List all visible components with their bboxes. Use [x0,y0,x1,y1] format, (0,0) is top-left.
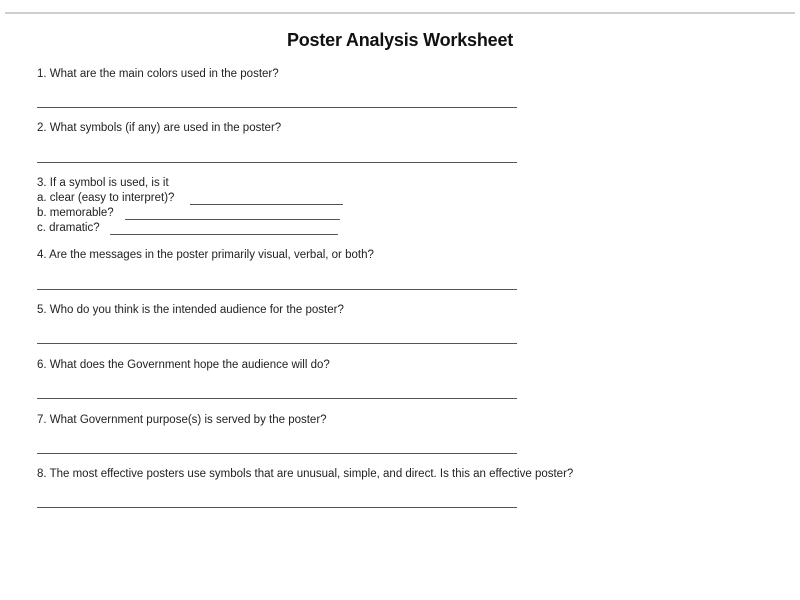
question-3c: c. dramatic? [37,222,100,234]
answer-line-1[interactable] [37,107,517,108]
answer-line-3a[interactable] [190,204,343,205]
question-1: 1. What are the main colors used in the poster? [37,68,279,80]
question-2: 2. What symbols (if any) are used in the poster? [37,122,282,134]
answer-line-2[interactable] [37,162,517,163]
question-4: 4. Are the messages in the poster primarily visual, verbal, or both? [37,249,374,261]
question-7: 7. What Government purpose(s) is served by the poster? [37,414,327,426]
page-title: Poster Analysis Worksheet [286,30,514,50]
answer-line-6[interactable] [37,398,517,399]
answer-line-4[interactable] [37,289,517,290]
question-8: 8. The most effective posters use symbols that are unusual, simple, and direct. Is this an effective poster? [37,468,574,480]
question-3a: a. clear (easy to interpret)? [37,192,175,204]
question-5: 5. Who do you think is the intended audience for the poster? [37,304,344,316]
question-3: 3. If a symbol is used, is it [37,177,169,189]
answer-line-5[interactable] [37,343,517,344]
question-6: 6. What does the Government hope the audience will do? [37,359,330,371]
answer-line-8[interactable] [37,507,517,508]
question-3b: b. memorable? [37,207,114,219]
answer-line-3b[interactable] [125,219,340,220]
answer-line-7[interactable] [37,453,517,454]
top-divider [5,12,795,14]
answer-line-3c[interactable] [110,234,338,235]
